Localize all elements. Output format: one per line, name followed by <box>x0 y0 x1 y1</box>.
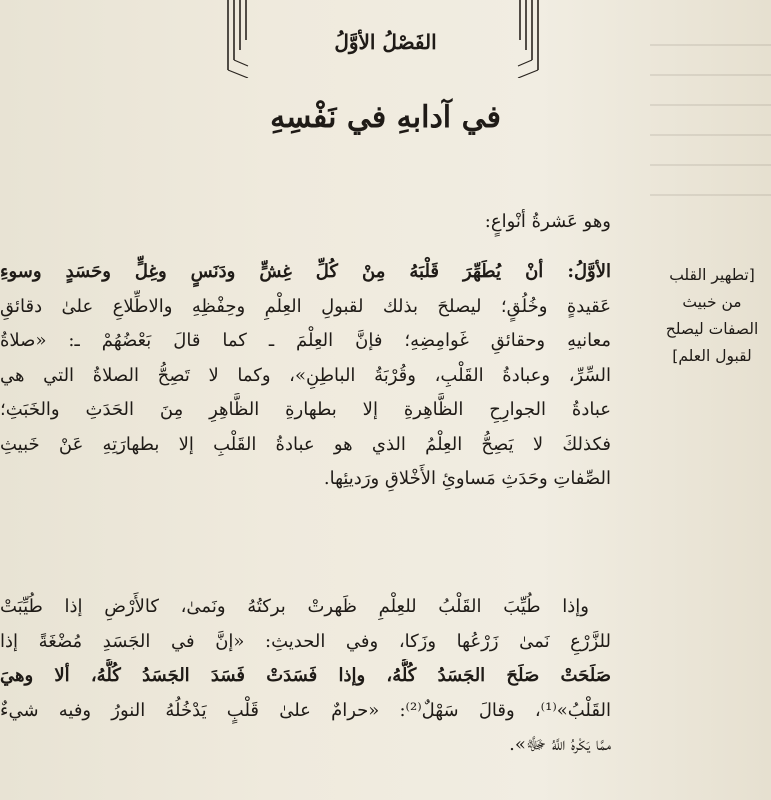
text-line: الأوَّلُ: أنْ يُطَهِّرَ قَلْبَهُ مِنْ كُلِّ غِشٍّ ودَنَسٍ وغِلٍّ وحَسَدٍ وسوءِ <box>0 261 611 282</box>
intro-text: وهو عَشرةُ أنْواعٍ: <box>484 211 611 232</box>
margin-note-line: من خبيث <box>682 293 742 311</box>
text-line: فكذلكَ لا يَصِحُّ العِلْمُ الذي هو عبادةُ القَلْبِ إلا بطهارَتِهِ عَنْ خَبيثِ <box>0 433 611 455</box>
margin-note-line: لقبول العلم] <box>672 347 752 365</box>
text-line: للزَّرْعِ نَمىٰ زَرْعُها وزَكا، وفي الحديثِ: «إنَّ في الجَسَدِ مُضْغَةً إذا <box>0 630 611 652</box>
intro-line <box>0 205 611 240</box>
paragraph-2 <box>0 590 611 763</box>
margin-note-line: الصفات ليصلح <box>665 320 759 338</box>
text-line: عَقيدةٍ وخُلُقٍ؛ ليصلحَ بذلك لقبولِ العِلْمِ وحِفْظِهِ والاطِّلاعِ علىٰ دقائقِ <box>0 295 611 317</box>
text-line: عبادةُ الجوارِحِ الظَّاهِرةِ إلا بطهارةِ الظَّاهِرِ مِنَ الحَدَثِ والخَبَثِ؛ <box>0 399 611 420</box>
paragraph-1 <box>0 255 611 497</box>
text-line: صَلَحَتْ صَلَحَ الجَسَدُ كُلُّهُ، وإذا فَسَدَتْ فَسَدَ الجَسَدُ كُلُّهُ، ألا وهيَ <box>0 665 611 686</box>
text-line: ممَّا يَكْرهُ اللَّهُ ﷻ». <box>509 734 611 755</box>
margin-note-line: [تطهير القلب <box>669 266 755 284</box>
text-line: معانيهِ وحقائقِ غَوامِضِهِ؛ فإنَّ العِلْمَ ـ كما قالَ بَعْضُهُمْ ـ: «صلاةُ <box>0 330 611 351</box>
chapter-heading: الفَصْلُ الأوَّلُ <box>334 30 437 54</box>
text-line: السِّرِّ، وعبادةُ القَلْبِ، وقُرْبَةُ الباطِنِ»، وكما لا تَصِحُّ الصلاةُ التي هي <box>0 364 611 386</box>
text-line: وإذا طُيِّبَ القَلْبُ للعِلْمِ ظَهرتْ بركتُهُ ونَمىٰ، كالأَرْضِ إذا طُيِّبَتْ <box>0 596 589 617</box>
chapter-title: في آدابهِ في نَفْسِهِ <box>270 100 501 135</box>
text-line: القَلْبُ»⁽¹⁾، وقالَ سَهْلٌ⁽²⁾: «حرامٌ علىٰ قَلْبٍ يَدْخُلُهُ النورُ وفيه شيءٌ <box>0 699 611 721</box>
text-line: الصِّفاتِ وحَدَثِ مَساوئِ الأَخْلاقِ ورَديئِها. <box>323 468 611 489</box>
margin-note <box>656 262 768 370</box>
